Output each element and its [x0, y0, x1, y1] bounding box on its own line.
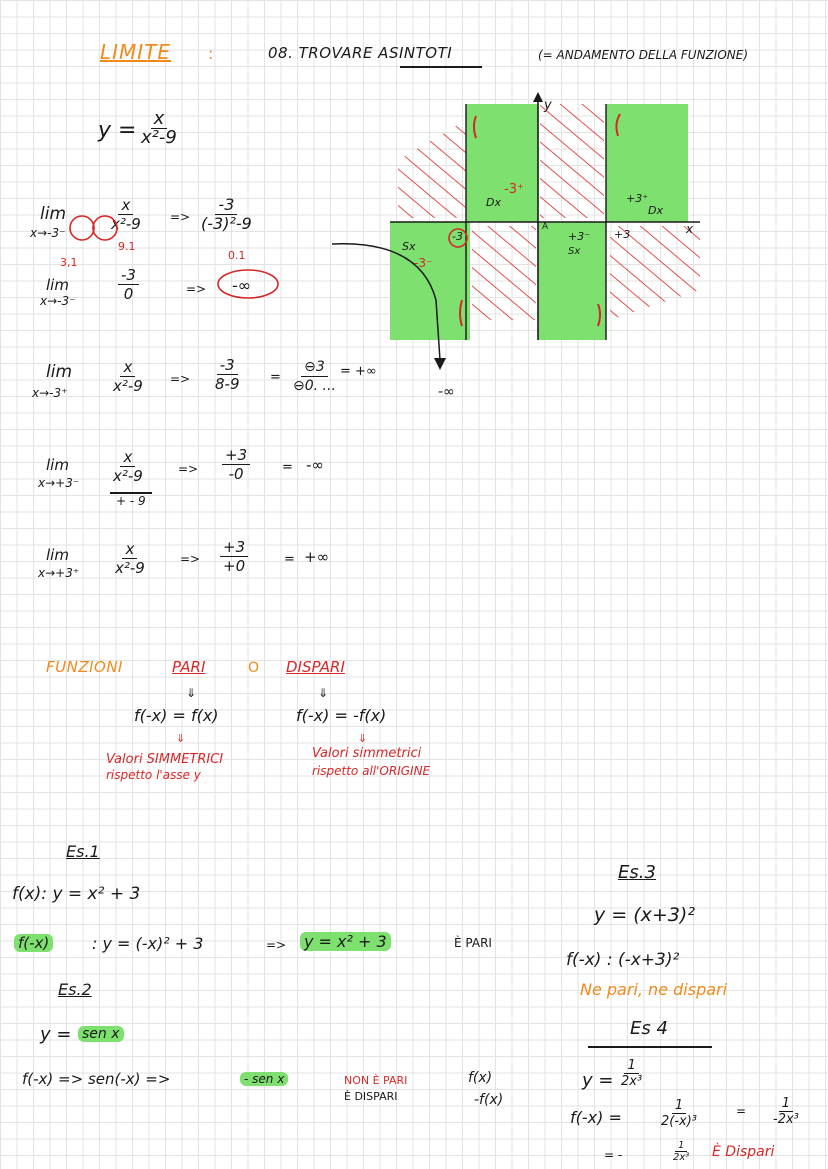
es4-final-den: 2x³ [673, 1152, 690, 1163]
limit4-num: x [122, 540, 137, 559]
limit4-num2: +3 [220, 538, 248, 557]
limit4-lim: lim [46, 546, 69, 564]
circle-minus-inf [218, 270, 278, 298]
limit2-eq: = [270, 370, 281, 385]
dispari-note-1: Valori simmetrici [312, 746, 422, 761]
es4-final-num: 1 [675, 1140, 687, 1152]
es4-y: y = [582, 1070, 614, 1091]
limit1-den-note: 9.1 [118, 240, 136, 253]
es4-fraction2 [658, 1098, 700, 1129]
limit3-eq: = [282, 460, 293, 475]
parity-o: O [248, 660, 260, 676]
limit3-arrow: => [178, 462, 199, 476]
y-axis-arrow [533, 92, 543, 102]
function-den: x²-9 [141, 127, 177, 148]
limit1-near-note: 3,1 [60, 256, 78, 269]
es1-arrow: => [266, 938, 287, 952]
graph-dx1: Dx [486, 196, 501, 209]
graph-y-label: y [544, 98, 552, 113]
es3-verdict: Ne pari, ne dispari [580, 980, 728, 999]
parity-title: FUNZIONI [46, 658, 123, 676]
es2-note-2: -f(x) [474, 1092, 504, 1108]
limit-arrow-head [434, 358, 446, 370]
function-y: y = [98, 118, 137, 143]
es1-title: Es.1 [66, 842, 100, 861]
graph-plus3: +3 [614, 228, 631, 241]
pari-arrow2-icon: ⇓ [176, 732, 186, 745]
es2-note-1: f(x) [468, 1070, 493, 1086]
topic-title: LIMITE [100, 40, 172, 64]
function-num: x [151, 110, 168, 129]
graph-dx2: Dx [648, 204, 663, 217]
es1-line2: : y = (-x)² + 3 [92, 934, 204, 953]
graph-sx2-val: +3⁻ [568, 230, 591, 243]
es4-fraction [618, 1058, 645, 1089]
limit2-num2: -3 [217, 356, 238, 375]
green-region-center-top [466, 104, 538, 222]
limit4-den: x²-9 [115, 559, 145, 577]
header-note: (= ANDAMENTO DELLA FUNZIONE) [538, 48, 749, 62]
es4-den3: -2x³ [773, 1112, 799, 1127]
graph-x-label: x [686, 222, 694, 236]
es4-den2: 2(-x)³ [661, 1114, 698, 1129]
header-colon: : [208, 44, 214, 63]
limit1b-num: -3 [118, 266, 139, 285]
es4-title: Es 4 [630, 1018, 668, 1039]
es4-fraction3 [770, 1096, 802, 1127]
limit3-lim: lim [46, 456, 69, 474]
pari-note-2: rispetto l'asse y [106, 768, 201, 782]
es4-num: 1 [624, 1058, 638, 1074]
es1-line1: f(x): y = x² + 3 [12, 884, 141, 904]
limit2-result: = +∞ [340, 364, 377, 379]
limit1b-sub: x→-3⁻ [40, 294, 76, 308]
hatch-center-bottom [472, 226, 536, 320]
limit3-den-extra: + - 9 [116, 494, 146, 508]
es4-fmx: f(-x) = [570, 1108, 622, 1127]
es3-line2: f(-x) : (-x+3)² [566, 950, 680, 970]
limit4-result: +∞ [304, 548, 330, 566]
limit1-num: x [118, 196, 133, 215]
es2-line1-b: sen x [78, 1026, 124, 1042]
pari-note-1: Valori SIMMETRICI [106, 752, 224, 767]
limit1-sub-num: -3 [215, 196, 237, 215]
dispari-arrow2-icon: ⇓ [358, 732, 368, 745]
limit1b-arrow: => [186, 282, 207, 296]
limit3-den: x²-9 [113, 467, 143, 485]
limit1-sub: x→-3⁻ [30, 226, 66, 240]
step-title: 08. TROVARE ASINTOTI [268, 44, 453, 62]
dispari-arrow-icon: ⇓ [318, 686, 329, 700]
dispari-note-2: rispetto all'ORIGINE [312, 764, 431, 778]
es4-final-fraction [670, 1140, 692, 1163]
es1-result: y = x² + 3 [300, 932, 391, 951]
es2-line1-a: y = [40, 1024, 72, 1045]
es2-verdict-2: È DISPARI [344, 1090, 398, 1103]
limit1b-den: 0 [123, 285, 134, 303]
es4-num3: 1 [779, 1096, 793, 1112]
circle-den-minus3 [93, 216, 117, 240]
graph-sx2: Sx [568, 246, 581, 257]
pari-def: f(-x) = f(x) [134, 706, 219, 725]
es1-verdict: È PARI [454, 936, 492, 950]
es2-line2: f(-x) => sen(-x) => [22, 1070, 171, 1088]
limit1-lim: lim [40, 204, 67, 224]
graph-sx1: Sx [402, 240, 416, 253]
limit4-eq: = [284, 552, 295, 567]
limit1b-lim: lim [46, 276, 69, 294]
es2-result: - sen x [240, 1072, 288, 1086]
limit2-den2: 8-9 [215, 375, 240, 393]
limit2-arrow: => [170, 372, 191, 386]
limit3-num: x [120, 448, 135, 467]
graph-minus3: -3 [452, 230, 463, 243]
es3-title: Es.3 [618, 862, 656, 883]
limit1-sub-den-note: 0.1 [228, 249, 246, 262]
graph-minus-inf: -∞ [438, 384, 455, 400]
limit4-sub: x→+3⁺ [38, 566, 80, 580]
hatch-center-top [540, 104, 604, 218]
es3-line1: y = (x+3)² [594, 904, 695, 926]
graph-dx1-val: -3⁺ [504, 182, 524, 197]
es1-fmx: f(-x) [14, 934, 53, 952]
es4-final-a: = - [604, 1148, 623, 1162]
limit4-den2: +0 [223, 557, 246, 575]
limit2-den3: ⊖0. ... [293, 378, 336, 394]
limit1-den: x²-9 [111, 215, 141, 233]
es2-title: Es.2 [58, 980, 92, 999]
limit3-den2: -0 [228, 465, 244, 483]
limit1-arrow: => [170, 210, 191, 224]
limit1b-result: -∞ [232, 276, 252, 295]
limit4-arrow: => [180, 552, 201, 566]
limit3-result: -∞ [306, 456, 324, 474]
hatch-left-top [398, 120, 466, 218]
limit2-num: x [120, 358, 135, 377]
graph-origin: A [542, 222, 549, 232]
es4-title-underline [588, 1046, 712, 1048]
es4-den: 2x³ [621, 1074, 643, 1089]
limit2-lim: lim [46, 362, 73, 382]
dispari-def: f(-x) = -f(x) [296, 706, 387, 725]
pari-arrow-icon: ⇓ [186, 686, 197, 700]
limit3-num2: +3 [222, 446, 250, 465]
circle-lim-minus3 [70, 216, 94, 240]
graph-dx2-val: +3⁺ [626, 192, 649, 205]
parity-dispari: DISPARI [286, 658, 345, 676]
graph-sx1-val: -3⁻ [414, 256, 433, 270]
limit1-sub-den: (-3)²-9 [201, 214, 252, 233]
limit2-num3: ⊖3 [301, 358, 328, 377]
es2-verdict-1: NON È PARI [344, 1074, 408, 1087]
es4-num2: 1 [672, 1098, 686, 1114]
parity-pari: PARI [172, 658, 206, 676]
es4-verdict: È Dispari [712, 1144, 775, 1160]
limit2-den: x²-9 [113, 377, 143, 395]
es4-eq: = [736, 1104, 747, 1118]
limit2-sub: x→-3⁺ [32, 386, 68, 400]
limit3-sub: x→+3⁻ [38, 476, 80, 490]
